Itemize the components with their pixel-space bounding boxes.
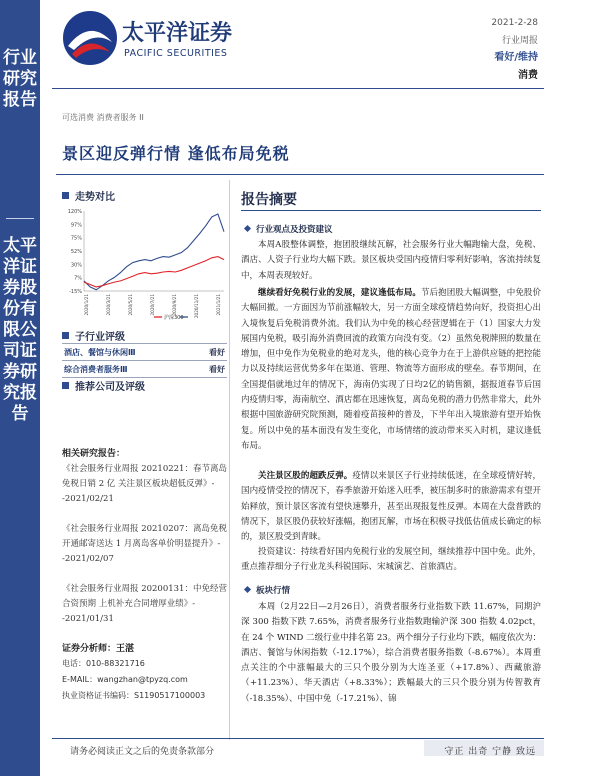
logo-cn-text: 太平洋证券: [122, 21, 233, 46]
series-line-1: [84, 257, 224, 287]
y-tick-label: -15%: [69, 289, 82, 295]
side-band-text-bottom: 太平洋证券股份有限公司证券研究报告: [3, 236, 37, 424]
paragraph-lead: 关注景区股的超跌反弹。: [258, 471, 353, 481]
square-bullet-icon: [62, 382, 69, 389]
paragraph-body: 疫情以来景区子行业持续低迷，在全球疫情好转，国内疫情受控的情况下，春季旅游开始迷入旺季，被压制多时的旅游需求有望开始释放，预计景区客流有望快速攀升，甚至出现报复性反弹。本周在大盘普跌的情况下，景区股仍获较好涨幅，抱团瓦解，市场在积极寻找低估值成长确定的标的，景区股受到青睐。: [241, 471, 541, 543]
column-separator: [229, 180, 230, 740]
x-tick-label: 2020/5/21: [128, 294, 133, 316]
industry-rating: 看好/维持: [494, 52, 538, 63]
table-row: [62, 361, 227, 378]
y-tick-label: 120%: [67, 209, 82, 215]
x-tick-label: 2020/1/21: [84, 294, 89, 316]
square-bullet-icon: [62, 192, 69, 199]
y-tick-label: 97%: [70, 222, 82, 229]
section-bullet-views: 行业观点及投资建议: [245, 223, 333, 235]
logo-emblem-icon: [60, 8, 255, 68]
title-divider: [56, 174, 544, 175]
analyst-phone: 电话：010-88321716: [62, 659, 145, 668]
report-type: 行业周报: [501, 36, 538, 46]
company-logo: [60, 8, 255, 68]
x-tick-label: 2021/1/21: [216, 294, 221, 316]
analyst-certificate: 执业资格证书编码：S1190517100003: [62, 691, 206, 700]
footer-disclaimer: 请务必阅读正文之后的免责条款部分: [70, 747, 215, 757]
related-report-link[interactable]: 《社会服务行业周报 20210207：离岛免税开通邮寄送达 1 月离岛客单价明显提升》--2021/02/07: [62, 524, 227, 564]
y-tick-label: 7%: [74, 275, 82, 282]
logo-en-text: PACIFIC SECURITIES: [124, 48, 228, 59]
diamond-bullet-icon: [244, 586, 251, 593]
y-tick-label: 30%: [70, 262, 82, 269]
section-bullet-market: 板块行情: [245, 584, 290, 596]
paragraph-weekly-market: 本周（2月22日—2月26日），消费者服务行业指数下跌 11.67%，同期沪深 300 指数下跌 7.65%，消费者服务行业指数跑输沪深 300 指数 4.02pct，在 24 个 WIND 二级行业中排名第 23。两个细分子行业均下跌，幅度依次为：酒店、餐馆与休闲指数（-12.17%），综合消费者服务指数（-8.67%）。本周重点关注的个中涨幅最大的三只个股分别为大连圣亚（+17.8%）、西藏旅游（+11.23%）、华天酒店（+8.33%）；跌幅最大的三只个股分别为传智教育（-18.35%）、中国中免（-17.21%）、锦: [241, 602, 541, 704]
sub-industry-rating: 看好: [192, 361, 227, 378]
y-tick-label: 75%: [70, 235, 82, 242]
paragraph-body: 节后抱团股大幅调整，中免股价大幅回撤。一方面因为节前涨幅较大，另一方面全球疫情趋势向好，投资担心出入境恢复后免税消费外流。我们认为中免的核心经营逻辑在于（1）国家大力发展国内免税，吸引海外消费回流的政策方向没有变。（2）虽然免税牌照的数量在增加，但中免作为免税业的绝对龙头，他的核心竞争力在于上游供应链的把控能力以及持续运营优势多年在渠道、管理、物流等方面形成的壁垒。春节期间，在全国提倡就地过年的情况下，海南仍实现了日均2亿的销售额，据报道春节后国内疫情归零，海南航空、酒店都在迅速恢复，离岛免税的潜力仍然非常大，此外根据中国旅游研究院预测，随着疫苗接种的普及，下半年出入境旅游有望开始恢复。所以中免的基本面没有发生变化，市场情绪的波动带来买入时机，建议逢低布局。: [241, 288, 541, 451]
x-tick-label: 2020/9/21: [172, 294, 177, 316]
footer-motto: 守正 出奇 宁静 致远: [444, 747, 536, 757]
x-tick-label: 2020/3/21: [106, 294, 111, 316]
summary-divider: [241, 210, 541, 211]
legend-label: 沪深300: [164, 315, 184, 321]
footer-divider: [52, 738, 544, 739]
sub-industry-name: 综合消费者服务Ⅲ: [62, 361, 192, 378]
trend-heading: 走势对比: [62, 188, 115, 203]
paragraph-lead: 继续看好免税行业的发展，建议逢低布局。: [258, 288, 421, 298]
paragraph-scenic: [241, 469, 541, 545]
side-band-divider: [6, 218, 34, 219]
related-report-link[interactable]: 《社会服务行业周报 20210221：春节离岛免税日销 2 亿 关注景区板块超低反弹》--2021/02/21: [62, 464, 227, 504]
recommended-heading: 推荐公司及评级: [62, 378, 145, 393]
y-tick-label: 52%: [70, 249, 82, 255]
x-tick-label: 2020/7/21: [150, 294, 155, 316]
trend-chart-svg: [62, 205, 228, 325]
paragraph-duty-free: [241, 286, 541, 454]
analyst-name: 证券分析师：王湛: [62, 644, 135, 654]
analyst-email[interactable]: E-MAIL：wangzhan@tpyzq.com: [62, 675, 188, 684]
square-bullet-icon: [62, 332, 69, 339]
series-line-0: [84, 214, 224, 290]
sub-industry-name: 酒店、餐馆与休闲Ⅲ: [62, 344, 192, 361]
header-divider: [52, 88, 544, 89]
sub-industry-rating: 看好: [192, 344, 227, 361]
summary-heading: 报告摘要: [241, 192, 297, 208]
report-date: 2021-2-28: [491, 18, 538, 28]
table-row: [62, 344, 227, 361]
related-report-link[interactable]: 《社会服务行业周报 20200131：中免经营合资预期 上机补充合同增厚业绩》--2021/01/31: [62, 584, 227, 624]
page-title: 景区迎反弹行情 逢低布局免税: [62, 144, 290, 163]
paragraph-investment-advice: 投资建议：持续看好国内免税行业的发展空间，继续推荐中国中免。此外，重点推荐细分子行业龙头科锐国际、宋城演艺、首旅酒店。: [241, 547, 541, 573]
breadcrumb: 可选消费 消费者服务 II: [62, 113, 144, 122]
report-sector: 消费: [518, 70, 538, 81]
trend-chart: [62, 205, 228, 325]
side-band-text-top: 行业研究报告: [3, 48, 37, 110]
sub-industry-heading: 子行业评级: [62, 328, 125, 343]
sub-industry-table: [62, 343, 227, 378]
x-tick-label: 2020/11/21: [194, 294, 199, 319]
paragraph-market-summary: 本周A股整体调整，抱团股继续瓦解，社会服务行业大幅跑输大盘，免税、酒店、人资子行业均大幅下跌。景区板块受国内疫情归零利好影响，客流持续复中，本周表现较好。: [241, 240, 541, 281]
related-reports-heading: 相关研究报告：: [62, 449, 126, 459]
diamond-bullet-icon: [244, 225, 251, 232]
